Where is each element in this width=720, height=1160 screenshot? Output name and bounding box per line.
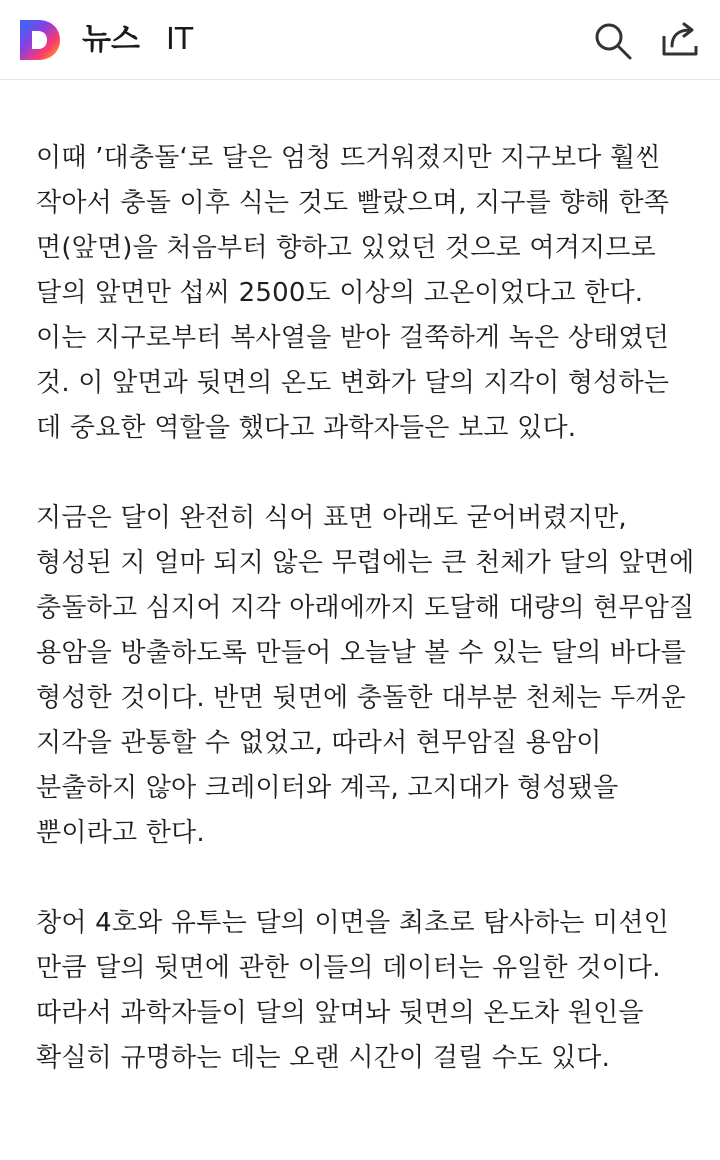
- article-paragraph: 창어 4호와 유투는 달의 이면을 최초로 탐사하는 미션인 만큼 달의 뒷면에 관한 이들의 데이터는 유일한 것이다. 따라서 과학자들이 달의 앞며놔 뒷면의 온도차 원인을 확실히 규명하는 데는 오랜 시간이 걸릴 수도 있다.: [36, 908, 669, 1073]
- category-label[interactable]: IT: [166, 22, 194, 57]
- article-paragraph: 이때 ’대충돌‘로 달은 엄청 뜨거워졌지만 지구보다 훨씬 작아서 충돌 이후 식는 것도 빨랐으며, 지구를 향해 한쪽 면(앞면)을 처음부터 향하고 있었던 것으로 여겨지므로 달의 앞면만 섭씨 2500도 이상의 고온이었다고 한다. 이는 지구로부터 복사열을 받아 걸쭉하게 녹은 상태였던 것. 이 앞면과 뒷면의 온도 변화가 달의 지각이 형성하는 데 중요한 역할을 했다고 과학자들은 보고 있다.: [36, 143, 670, 443]
- page-title[interactable]: 뉴스: [82, 22, 140, 57]
- share-icon[interactable]: [658, 18, 702, 62]
- search-icon[interactable]: [590, 18, 634, 62]
- app-header: [0, 0, 720, 80]
- daum-d-logo-icon[interactable]: [18, 18, 62, 62]
- article-paragraph: 지금은 달이 완전히 식어 표면 아래도 굳어버렸지만, 형성된 지 얼마 되지 않은 무렵에는 큰 천체가 달의 앞면에 충돌하고 심지어 지각 아래에까지 도달해 대량의 현무암질 용암을 방출하도록 만들어 오늘날 볼 수 있는 달의 바다를 형성한 것이다. 반면 뒷면에 충돌한 대부분 천체는 두꺼운 지각을 관통할 수 없었고, 따라서 현무암질 용암이 분출하지 않아 크레이터와 계곡, 고지대가 형성됐을 뿐이라고 한다.: [36, 503, 695, 848]
- article-body: [36, 136, 696, 1081]
